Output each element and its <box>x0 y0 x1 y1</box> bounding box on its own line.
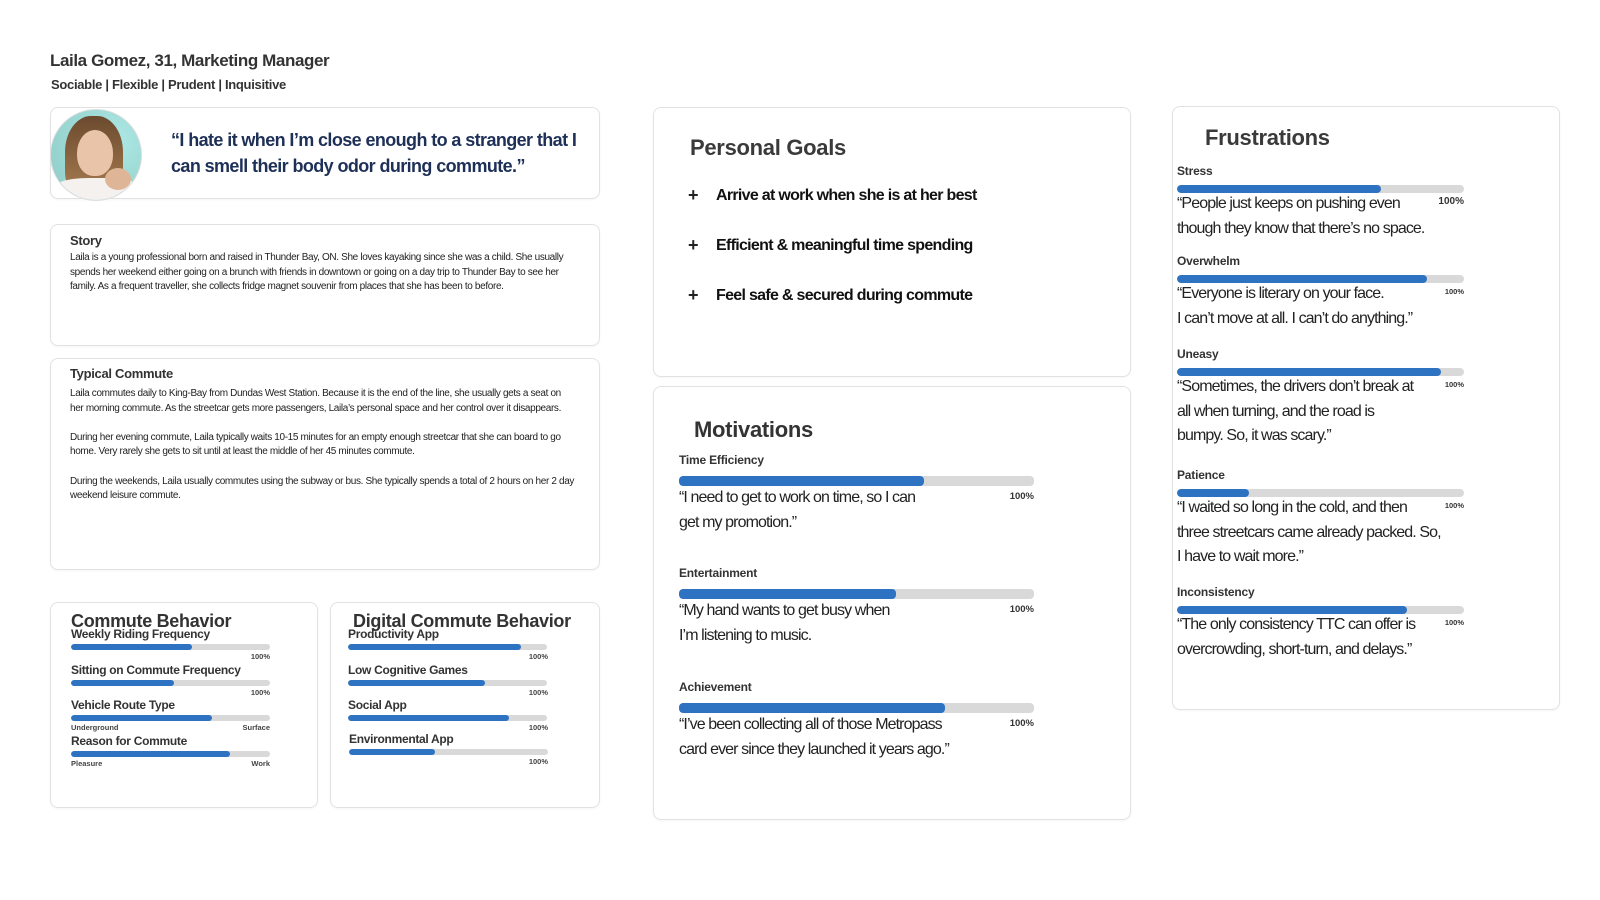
quote-line: get my promotion.” <box>679 514 797 531</box>
digital-bar-fill <box>348 715 509 721</box>
digital-bar-track <box>349 749 548 755</box>
digital-bar-fill <box>349 749 435 755</box>
behavior-bar-fill <box>71 751 230 757</box>
behavior-bar-fill <box>71 680 174 686</box>
motivations-title: Motivations <box>694 417 813 442</box>
quote-line: I’m listening to music. <box>679 627 812 644</box>
commute-paragraph: Laila commutes daily to King-Bay from Dundas West Station. Because it is the end of the line, she usually gets a seat on her morning commute. As the streetcar gets more passengers, Laila’s personal space and her control over it disappears. <box>70 388 562 414</box>
quote-line: “I need to get to work on time, so I can <box>679 489 916 506</box>
motivation-label: Achievement <box>679 680 752 694</box>
quote-line: “I’ve been collecting all of those Metropass <box>679 716 942 733</box>
behavior-bar-track <box>71 715 270 721</box>
bar-max-label: Surface <box>242 723 270 732</box>
commute-behavior-title: Commute Behavior <box>71 611 232 631</box>
story-title: Story <box>70 233 102 248</box>
motivation-label: Entertainment <box>679 566 758 580</box>
quote-line: “Everyone is literary on your face. <box>1177 285 1384 302</box>
behavior-bar-fill <box>71 715 212 721</box>
motivation-quote <box>679 712 979 762</box>
plus-icon: + <box>688 235 699 255</box>
avatar <box>50 109 142 201</box>
quote-line: “People just keeps on pushing even <box>1177 195 1400 212</box>
bar-min-label: Underground <box>71 723 119 732</box>
motivation-max-label: 100% <box>1009 491 1034 502</box>
story-text: Laila is a young professional born and raised in Thunder Bay, ON. She loves kayaking since she was a child. She usually spends her weekend either going on a brunch with friends in downtown or going on a day trip to Thunder Bay to see her family. As a frequent traveller, she collects fridge magnet souvenir from places that she has been to before. <box>70 252 564 293</box>
behavior-label: Weekly Riding Frequency <box>71 627 210 641</box>
personal-goals-title: Personal Goals <box>690 135 846 160</box>
quote-line: “The only consistency TTC can offer is <box>1177 616 1416 633</box>
frustration-quote <box>1177 375 1432 449</box>
digital-bar-fill <box>348 644 521 650</box>
digital-bar-fill <box>348 680 485 686</box>
digital-bar-track <box>348 644 547 650</box>
bar-max-label: 100% <box>528 723 548 732</box>
frustration-quote <box>1177 192 1432 241</box>
frustration-label: Inconsistency <box>1177 585 1255 599</box>
digital-bar-track <box>348 715 547 721</box>
frustration-quote <box>1177 613 1432 662</box>
bar-min-label: Pleasure <box>71 759 103 768</box>
commute-paragraph: During the weekends, Laila usually commutes using the subway or bus. She typically spends a total of 2 hours on her 2 day weekend leisure commute. <box>70 475 575 502</box>
goal-text: Arrive at work when she is at her best <box>716 186 977 204</box>
quote-line: “My hand wants to get busy when <box>679 602 890 619</box>
quote-line: three streetcars came already packed. So, <box>1177 523 1441 541</box>
persona-name: Laila Gomez, 31, Marketing Manager <box>50 51 330 70</box>
frustration-max-label: 100% <box>1444 380 1464 389</box>
motivation-quote <box>679 485 979 535</box>
motivation-label: Time Efficiency <box>679 453 764 467</box>
digital-label: Low Cognitive Games <box>348 663 468 677</box>
digital-label: Social App <box>348 698 407 712</box>
frustration-label: Overwhelm <box>1177 254 1240 268</box>
quote-line: “I waited so long in the cold, and then <box>1177 499 1407 516</box>
bar-max-label: 100% <box>250 688 270 697</box>
bar-max-label: 100% <box>528 757 548 766</box>
behavior-label: Vehicle Route Type <box>71 698 175 712</box>
digital-label: Environmental App <box>349 732 454 746</box>
goal-text: Efficient & meaningful time spending <box>716 236 973 254</box>
frustration-max-label: 100% <box>1444 501 1464 510</box>
behavior-bar-fill <box>71 644 192 650</box>
frustration-max-label: 100% <box>1444 618 1464 627</box>
frustration-quote <box>1177 282 1432 331</box>
quote-line: bumpy. So, it was scary.” <box>1177 427 1331 444</box>
quote-line: “Sometimes, the drivers don’t break at <box>1177 378 1414 395</box>
typical-commute-text <box>70 387 575 504</box>
motivation-quote <box>679 598 979 648</box>
goal-text: Feel safe & secured during commute <box>716 286 973 304</box>
commute-paragraph: During her evening commute, Laila typically waits 10-15 minutes for an empty enough streetcar that she can board to go home. Very rarely she gets to sit until at least the middle of her 45 minutes commute. <box>70 431 561 458</box>
behavior-bar-track <box>71 680 270 686</box>
avatar-face <box>77 130 113 176</box>
plus-icon: + <box>688 285 699 305</box>
frustrations-title: Frustrations <box>1205 125 1330 150</box>
behavior-label: Reason for Commute <box>71 734 187 748</box>
digital-bar-track <box>348 680 547 686</box>
quote-line: card ever since they launched it years ago.” <box>679 741 949 758</box>
motivation-max-label: 100% <box>1009 604 1034 615</box>
bar-max-label: 100% <box>528 688 548 697</box>
goal-item <box>688 185 977 206</box>
persona-traits: Sociable | Flexible | Prudent | Inquisitive <box>51 77 286 92</box>
frustration-max-label: 100% <box>1438 196 1464 207</box>
frustration-label: Patience <box>1177 468 1225 482</box>
motivation-max-label: 100% <box>1009 718 1034 729</box>
quote-line: I have to wait more.” <box>1177 548 1304 565</box>
quote-line: overcrowding, short-turn, and delays.” <box>1177 640 1412 658</box>
digital-behavior-title: Digital Commute Behavior <box>353 611 571 631</box>
quote-line: though they know that there’s no space. <box>1177 219 1425 237</box>
bar-max-label: Work <box>251 759 270 768</box>
typical-commute-title: Typical Commute <box>70 366 173 381</box>
digital-label: Productivity App <box>348 627 439 641</box>
frustration-quote <box>1177 496 1441 570</box>
behavior-bar-track <box>71 644 270 650</box>
frustration-label: Stress <box>1177 164 1213 178</box>
frustration-label: Uneasy <box>1177 347 1219 361</box>
quote-line: I can’t move at all. I can’t do anything.” <box>1177 309 1413 327</box>
quote-line: all when turning, and the road is <box>1177 402 1375 420</box>
frustration-max-label: 100% <box>1444 287 1464 296</box>
bar-max-label: 100% <box>250 652 270 661</box>
behavior-label: Sitting on Commute Frequency <box>71 663 241 677</box>
bar-max-label: 100% <box>528 652 548 661</box>
behavior-bar-track <box>71 751 270 757</box>
persona-quote: “I hate it when I’m close enough to a stranger that I can smell their body odor during commute.” <box>171 130 577 176</box>
goal-item <box>688 235 973 256</box>
plus-icon: + <box>688 185 699 205</box>
goal-item <box>688 285 972 306</box>
avatar-hand <box>105 168 131 190</box>
